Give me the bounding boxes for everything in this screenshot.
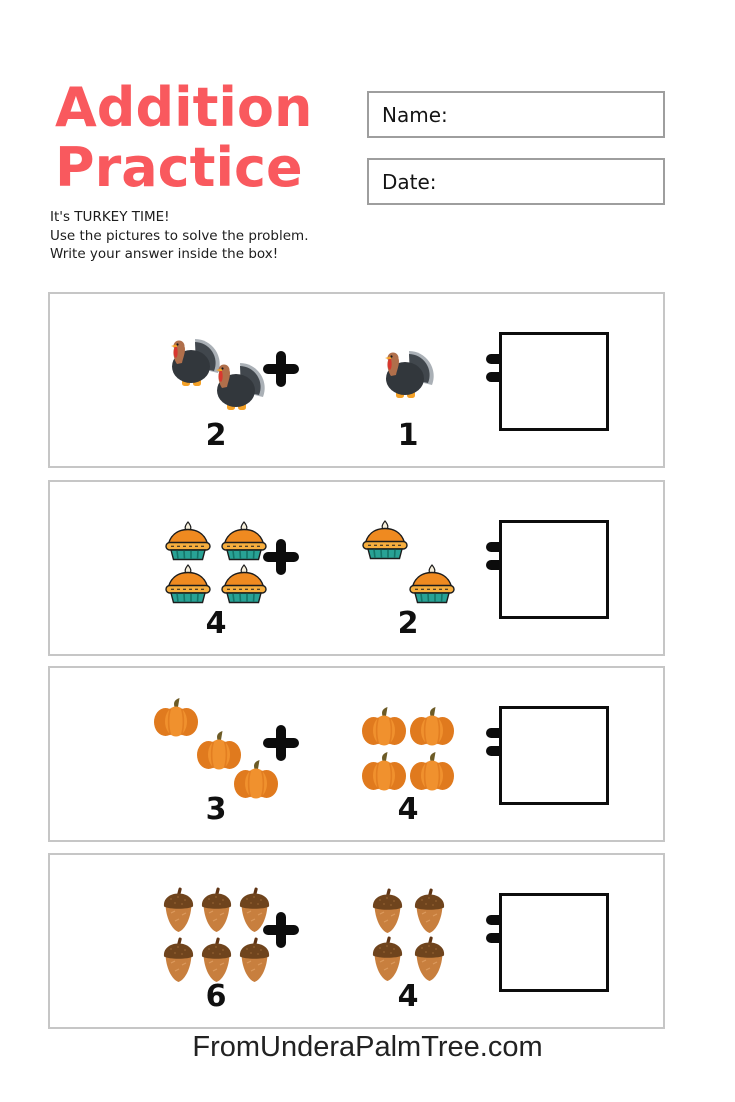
pie-icon <box>165 521 211 561</box>
addend1-picture-group <box>153 697 279 799</box>
addend2-number: 4 <box>397 979 419 1014</box>
plus-icon <box>263 539 299 575</box>
acorn-icon <box>199 937 234 983</box>
problem-row-3 <box>48 666 665 842</box>
addend1-picture-group <box>165 521 267 604</box>
date-field[interactable] <box>367 158 665 205</box>
page-title-line1: Addition <box>55 76 313 139</box>
answer-box[interactable] <box>499 893 609 992</box>
instructions-line2: Use the pictures to solve the problem. <box>50 227 309 244</box>
addend1-number: 2 <box>205 418 227 453</box>
plus-icon <box>263 912 299 948</box>
problem-row-2 <box>48 480 665 656</box>
pie-icon <box>362 520 408 560</box>
acorn-icon <box>412 936 447 982</box>
pie-icon <box>221 521 267 561</box>
acorn-icon <box>199 887 234 933</box>
acorn-icon <box>161 937 196 983</box>
acorn-icon <box>161 887 196 933</box>
pumpkin-icon <box>153 697 199 737</box>
instructions-line1: It's TURKEY TIME! <box>50 209 170 225</box>
pie-icon <box>165 564 211 604</box>
instructions-line3: Write your answer inside the box! <box>50 246 279 262</box>
name-field[interactable] <box>367 91 665 138</box>
addend1-picture-group <box>168 337 265 411</box>
pie-icon <box>221 564 267 604</box>
turkey-icon <box>382 349 434 399</box>
problem-row-4 <box>48 853 665 1029</box>
pumpkin-icon <box>361 706 407 746</box>
addend2-picture-group <box>361 706 455 791</box>
name-label: Name: <box>382 102 448 127</box>
addend2-number: 1 <box>397 418 419 453</box>
pumpkin-icon <box>409 751 455 791</box>
pumpkin-icon <box>361 751 407 791</box>
addend1-number: 4 <box>205 606 227 641</box>
addend2-picture-group <box>362 520 455 604</box>
addend1-number: 6 <box>205 979 227 1014</box>
addend2-number: 4 <box>397 792 419 827</box>
addend1-number: 3 <box>205 792 227 827</box>
addend2-picture-group <box>370 888 447 982</box>
addend1-picture-group <box>161 887 272 983</box>
instructions <box>50 208 309 264</box>
page-title-line2: Practice <box>55 136 303 199</box>
acorn-icon <box>370 936 405 982</box>
problem-row-1 <box>48 292 665 468</box>
plus-icon <box>263 725 299 761</box>
addend2-picture-group <box>382 349 434 399</box>
footer-site-text: FromUnderaPalmTree.com <box>192 1031 543 1063</box>
acorn-icon <box>412 888 447 934</box>
turkey-icon <box>213 361 265 411</box>
pumpkin-icon <box>409 706 455 746</box>
answer-box[interactable] <box>499 520 609 619</box>
page-title <box>55 78 312 198</box>
plus-icon <box>263 351 299 387</box>
pie-icon <box>409 564 455 604</box>
answer-box[interactable] <box>499 706 609 805</box>
acorn-icon <box>370 888 405 934</box>
addend2-number: 2 <box>397 606 419 641</box>
date-label: Date: <box>382 169 437 194</box>
answer-box[interactable] <box>499 332 609 431</box>
